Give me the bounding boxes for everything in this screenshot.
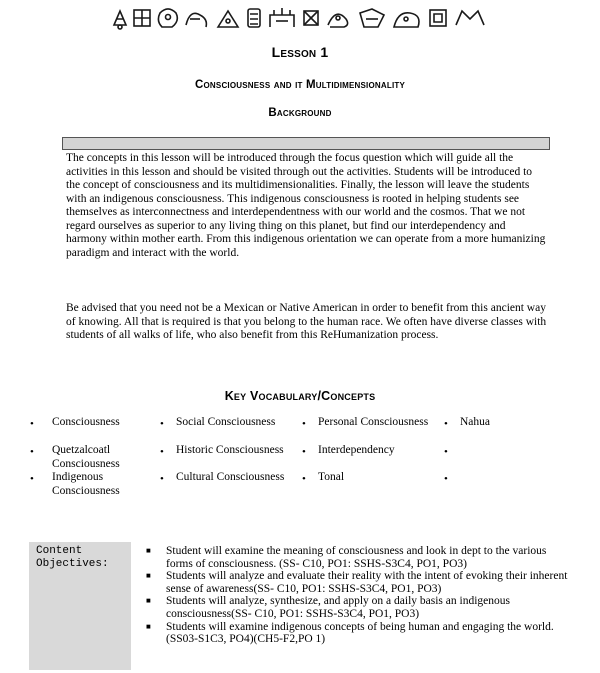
- glyph-icon-1: [114, 11, 126, 29]
- vocab-term: Historic Consciousness: [176, 444, 284, 456]
- glyph-icon-6: [248, 9, 260, 27]
- square-bullet-icon: ■: [146, 596, 151, 606]
- vocab-term: Indigenous Consciousness: [52, 471, 120, 497]
- objective-text: Student will examine the meaning of consciousness and look in dept to the various forms of consciousness. (SS- C10, PO1: SSHS-S3C4, PO1, PO3): [166, 545, 547, 570]
- glyph-strip: [110, 5, 490, 31]
- glyph-icon-5: [218, 11, 238, 27]
- vocab-bullet: •: [160, 418, 164, 430]
- lesson-title: Lesson 1: [271, 44, 329, 60]
- background-paragraph-1: The concepts in this lesson will be introduced through the focus question which will guide all the activities in this lesson and should be visited through out the activities. Students will be introduced to the concept of consciousness and its multidimensionalities. Finally, the lesson will leave the students with an indigenous consciousness. This indigenous consciousness is rooted in helping students see themselves as interconnectness and interdependentness with our world and the cosmos. That we not regard ourselves as superior to any living thing on this planet, but find our interdependency and harmony within mother earth. From this indigenous orientation we can operate from a more humanizing paradigm and interact with the world.: [66, 152, 546, 259]
- glyph-icon-10: [360, 9, 384, 27]
- objective-text: Students will analyze, synthesize, and apply on a daily basis an indigenous consciousness(SS- C10, PO1: SSHS-S3C4, PO1, PO3): [166, 595, 510, 620]
- vocab-bullet: •: [30, 418, 34, 430]
- glyph-icon-3: [158, 9, 177, 27]
- vocab-term: Cultural Consciousness: [176, 471, 285, 483]
- glyph-icon-12: [430, 10, 446, 26]
- glyph-icon-4: [186, 13, 206, 27]
- vocab-term: Interdependency: [318, 444, 395, 456]
- vocab-term: Quetzalcoatl Consciousness: [52, 444, 120, 470]
- objectives-list: [146, 545, 576, 646]
- vocab-bullet: •: [160, 446, 164, 458]
- objective-item: [146, 545, 576, 570]
- vocab-bullet: •: [302, 473, 306, 485]
- vocabulary-heading: Key Vocabulary/Concepts: [224, 389, 376, 403]
- aztec-glyph-band: [0, 4, 600, 32]
- objective-item: [146, 570, 576, 595]
- vocab-bullet: •: [160, 473, 164, 485]
- vocab-term: Personal Consciousness: [318, 416, 429, 428]
- vocab-term: Consciousness: [52, 416, 120, 428]
- vocab-term: Tonal: [318, 471, 345, 483]
- vocab-term: Nahua: [460, 416, 491, 428]
- objective-item: [146, 595, 576, 620]
- glyph-icon-9: [328, 14, 348, 27]
- glyph-icon-11: [394, 13, 419, 27]
- square-bullet-icon: ■: [146, 621, 151, 631]
- glyph-icon-13: [456, 11, 484, 25]
- objective-text: Students will examine indigenous concepts of being human and engaging the world.(SS03-S1C3, PO4)(CH5-F2,PO 1): [166, 620, 554, 646]
- objective-text: Students will analyze and evaluate their reality with the intent of evoking their inherent sense of awareness(SS- C10, PO1: SSHS-S3C4, PO1, PO3): [166, 570, 568, 595]
- vocab-bullet: •: [444, 446, 448, 458]
- background-header-bar: [62, 137, 550, 150]
- glyph-icon-2: [134, 10, 150, 26]
- vocab-bullet: •: [30, 446, 34, 458]
- vocab-term: Social Consciousness: [176, 416, 276, 428]
- glyph-icon-8: [304, 11, 318, 25]
- square-bullet-icon: ■: [146, 571, 151, 581]
- background-paragraph-2: Be advised that you need not be a Mexican or Native American in order to benefit from this ancient way of knowing. All that is required is that you belong to the human race. We often have diverse classes with students of all walks of life, who also benefit from this ReHumanization process.: [66, 302, 547, 341]
- vocab-bullet: •: [444, 473, 448, 485]
- square-bullet-icon: ■: [146, 546, 151, 555]
- vocab-bullet: •: [302, 418, 306, 430]
- objectives-label: Content Objectives:: [36, 545, 109, 570]
- vocab-bullet: •: [444, 418, 448, 430]
- vocab-bullet: •: [30, 473, 34, 485]
- lesson-subtitle: Consciousness and it Multidimensionality: [195, 79, 405, 91]
- background-heading: Background: [268, 107, 332, 119]
- objective-item: [146, 621, 576, 646]
- glyph-icon-7: [270, 8, 294, 27]
- vocab-bullet: •: [302, 446, 306, 458]
